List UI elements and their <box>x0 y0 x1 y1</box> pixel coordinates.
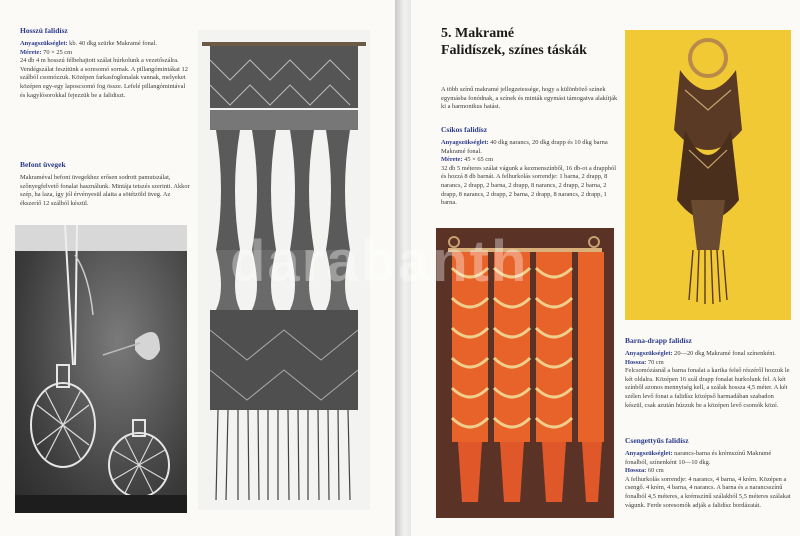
right-section3-title: Csengettyűs falidísz <box>625 436 689 445</box>
right-s1-size-text: 45 × 65 cm <box>462 156 494 164</box>
brown-macrame-illustration <box>625 30 791 320</box>
right-s2-size-text: 70 cm <box>646 358 664 366</box>
left-s1-size-text: 70 × 25 cm <box>41 48 73 56</box>
right-s1-body: 32 db 5 méteres szálat vágunk a kezmenszínből, 16 db-ot a drappból és hozzá 8 db barnát. A felhurkolás sorrendje: 1 barna, 2 drapp, 8 narancs, 2 drapp, 2 barna, 2 drapp, 8 narancs, 2 drapp, 2 barna, 2 drapp, 8 narancs, 2 drapp, 2 barna, 2 drapp, 8 narancs, 2 drapp, 1 barna. <box>441 164 616 207</box>
right-section1-text <box>441 139 619 208</box>
left-s1-mat-label: Anyagszükséglet: <box>20 40 68 47</box>
right-s3-mat-text: narancs-barna és krémszínű Makramé fonalból, színenként 10—10 dkg. <box>625 450 772 466</box>
left-s2-body: Makraméval befont üvegekhez erősen sodrott pamutszálat, szőnyegfelvető fonalat használunk. Mintája tetszés szerinti. Akkor szép, ha laza, így jól érvényesül alatta a sötétzöld üveg. Az ékszeríő 12 szálból készül. <box>20 174 190 207</box>
right-section2-text <box>625 350 793 410</box>
right-s1-size-label: Mérete: <box>441 156 463 164</box>
watermark: darabanth <box>230 229 529 294</box>
chapter-intro: A több színű makramé jellegzetessége, hogy a különböző színek egymásba fonódnak, a színek és minták egymást támogatva alakítják ki a harmonikus hatást. <box>441 86 618 111</box>
macrame-bottles-illustration <box>15 225 187 513</box>
bottles-photo <box>15 225 187 513</box>
right-section1-title: Csíkos falidísz <box>441 125 488 134</box>
right-section2-title: Barna-drapp falidísz <box>625 336 692 345</box>
chapter-title-line2: Falidíszek, színes táskák <box>441 43 587 58</box>
right-s3-mat-label: Anyagszükséglet: <box>625 450 673 457</box>
right-section3-text <box>625 450 793 510</box>
left-section1-title: Hosszú falidísz <box>20 26 68 35</box>
left-s1-size-label: Mérete: <box>20 48 42 56</box>
left-s1-mat-text: kb. 40 dkg szürke Makramé fonal. <box>67 40 158 47</box>
right-s2-mat-text: 20—20 dkg Makramé fonal színenként. <box>672 350 776 357</box>
left-s1-body: 24 db 4 m hosszú félbehajtott szálat húrkolunk a vezetőszálra. Vendégszálat feszítünk a soresomó sornak. A pillangómintákat 12 szálból csomózzuk. Középen farkasfoglonalak vannak, melyeket középen egy-egy laposcsomó fog össze. Lefelé pillangómintával és kagylósorokkal fejezzük be a falidiszt. <box>20 57 188 99</box>
right-s2-size-label: Hossza: <box>625 358 647 366</box>
right-s2-mat-label: Anyagszükséglet: <box>625 350 673 357</box>
right-s1-mat-label: Anyagszükséglet: <box>441 139 489 146</box>
brown-wall-hanging-photo <box>625 30 791 320</box>
chapter-title-line1: 5. Makramé <box>441 26 515 41</box>
left-section2-title: Befont üvegek <box>20 160 66 169</box>
right-s1-mat-text: 40 dkg narancs, 20 dkg drapp és 10 dkg barna Makramé fonal. <box>441 139 608 155</box>
right-s2-body: Felcsomózásnál a barna fonalat a karika felső részéről hozzuk le két oldalra. Középen 16 szál drapp fonalat hurkolunk fel. A két színből azonos mennyiség kell, a szálak hossza 4,5 méter. A két szélen levő fonat a falidísz középső harmadában szabadon készül, csak azután húzzuk be a középen levő csomók közé. <box>625 367 790 409</box>
right-s3-size-label: Hossza: <box>625 467 647 475</box>
right-s3-size-text: 60 cm <box>646 467 664 475</box>
right-s3-body: A felhurkolás sorrendje: 4 narancs, 4 barna, 4 krém. Középen a csengő. 4 krém, 4 barna, 4 narancs. A barna és a narancsszínű fonalból 4,5 méteres, a krémszínű szálakból 5,5 méteres szálakat vágunk. Ferde soresomók adják a falidísz bordázatát. <box>625 475 791 509</box>
left-section1-text <box>20 40 190 100</box>
